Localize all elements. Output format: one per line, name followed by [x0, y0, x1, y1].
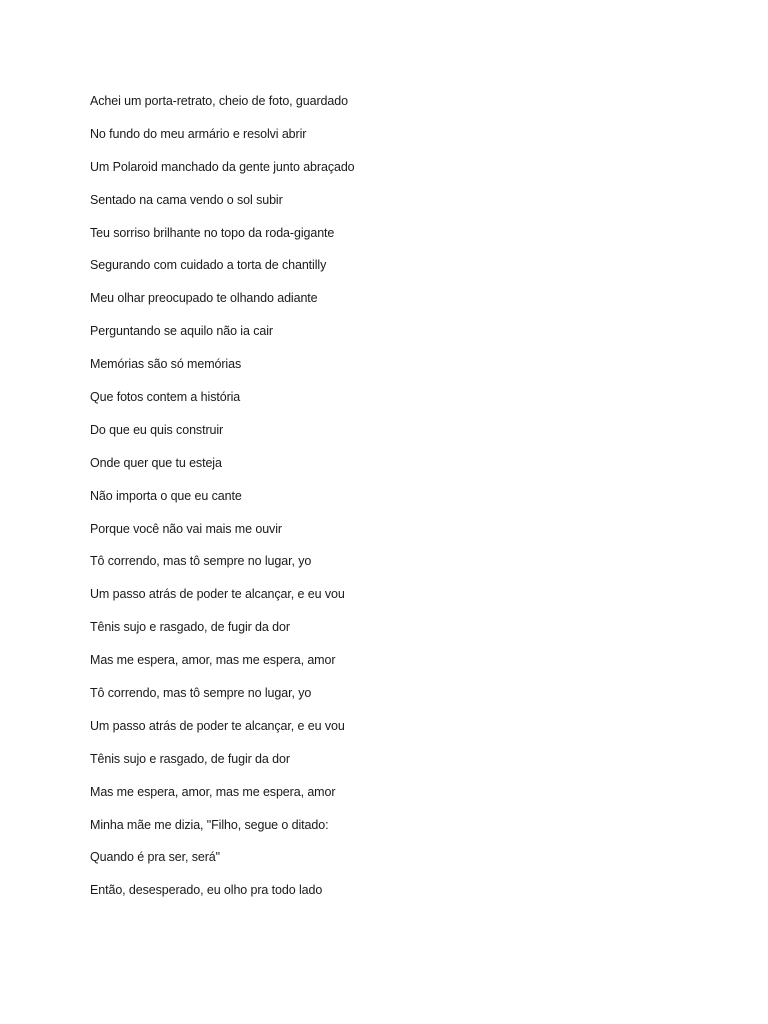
lyric-line: Meu olhar preocupado te olhando adiante: [90, 291, 318, 306]
lyric-line: Teu sorriso brilhante no topo da roda-gigante: [90, 225, 335, 240]
lyric-line: Do que eu quis construir: [90, 422, 224, 437]
lyric-line: Tênis sujo e rasgado, de fugir da dor: [90, 751, 290, 766]
lyric-line: Achei um porta-retrato, cheio de foto, guardado: [90, 94, 348, 108]
lyrics-text: [90, 91, 355, 913]
lyric-line: Perguntando se aquilo não ia cair: [90, 324, 273, 339]
lyric-line: Um Polaroid manchado da gente junto abraçado: [90, 159, 355, 174]
lyric-line: Onde quer que tu esteja: [90, 455, 222, 470]
lyric-line: Minha mãe me dizia, "Filho, segue o ditado:: [90, 817, 329, 832]
lyric-line: No fundo do meu armário e resolvi abrir: [90, 126, 307, 141]
lyric-line: Que fotos contem a história: [90, 390, 241, 405]
lyric-line: Sentado na cama vendo o sol subir: [90, 192, 283, 207]
lyric-line: Mas me espera, amor, mas me espera, amor: [90, 784, 336, 799]
lyric-line: Mas me espera, amor, mas me espera, amor: [90, 653, 336, 668]
lyric-line: Então, desesperado, eu olho pra todo lado: [90, 883, 323, 898]
lyric-line: Um passo atrás de poder te alcançar, e eu vou: [90, 587, 345, 602]
lyric-line: Tô correndo, mas tô sempre no lugar, yo: [90, 686, 312, 701]
lyric-line: Tênis sujo e rasgado, de fugir da dor: [90, 620, 290, 635]
lyric-line: Quando é pra ser, será": [90, 850, 220, 865]
lyric-line: Tô correndo, mas tô sempre no lugar, yo: [90, 554, 312, 569]
lyric-line: Segurando com cuidado a torta de chantilly: [90, 258, 327, 273]
lyric-line: Memórias são só memórias: [90, 357, 242, 372]
lyric-line: Porque você não vai mais me ouvir: [90, 521, 282, 536]
lyric-line: Um passo atrás de poder te alcançar, e eu vou: [90, 718, 345, 733]
lyric-line: Não importa o que eu cante: [90, 488, 242, 503]
